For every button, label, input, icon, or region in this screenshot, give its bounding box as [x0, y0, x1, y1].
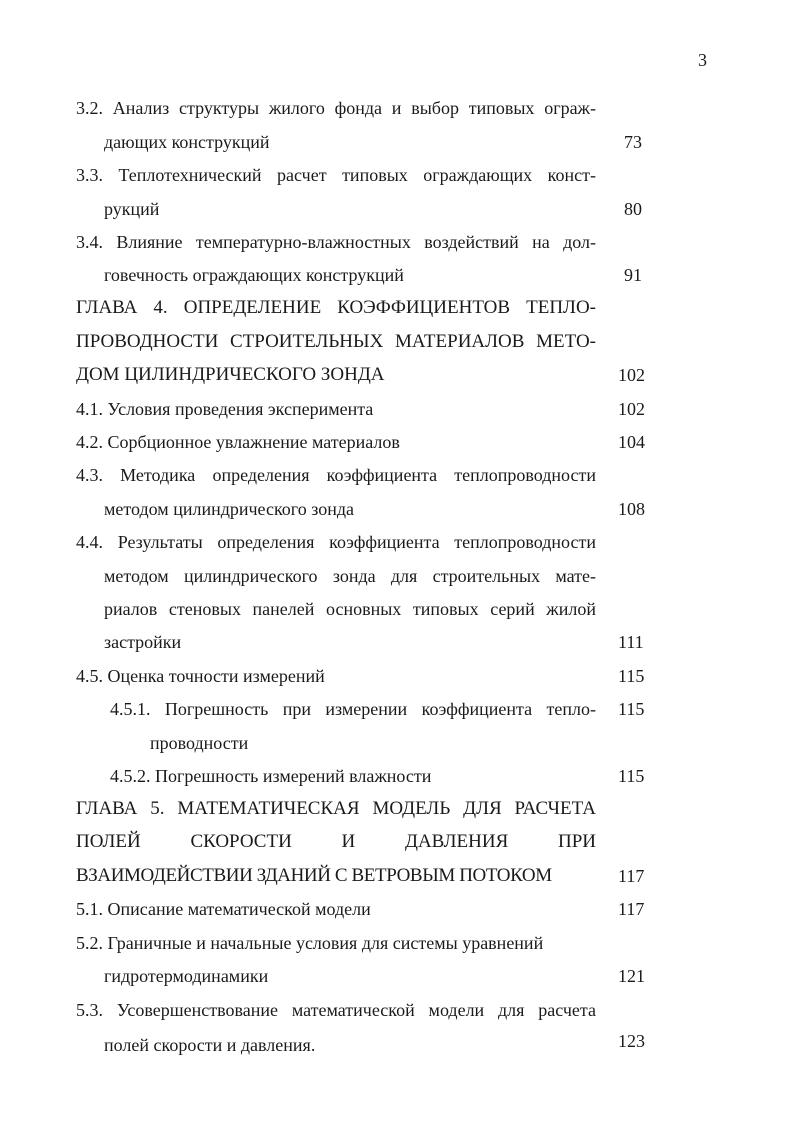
- chapter-title-line: ГЛАВА 4. ОПРЕДЕЛЕНИЕ КОЭФФИЦИЕНТОВ ТЕПЛО-: [76, 297, 596, 318]
- chapter-title-line: ПРОВОДНОСТИ СТРОИТЕЛЬНЫХ МАТЕРИАЛОВ МЕТО-: [76, 331, 596, 352]
- toc-page-number: 73: [624, 132, 642, 152]
- toc-entry-text: 4.3. Методика определения коэффициента теплопроводности: [76, 465, 596, 485]
- toc-page-number: 115: [618, 766, 645, 786]
- toc-entry-text: 4.5. Оценка точности измерений: [76, 666, 325, 686]
- toc-entry-text: методом цилиндрического зонда: [104, 499, 355, 519]
- toc-entry-text: дающих конструкций: [104, 132, 270, 152]
- toc-entry-text: методом цилиндрического зонда для строительных мате-: [104, 566, 596, 586]
- toc-page-number: 115: [618, 699, 645, 719]
- toc-entry-text: гидротермодинамики: [104, 966, 269, 986]
- toc-page-number: 117: [618, 866, 645, 886]
- chapter-title-line: ГЛАВА 5. МАТЕМАТИЧЕСКАЯ МОДЕЛЬ ДЛЯ РАСЧЕТА: [76, 798, 596, 819]
- toc-entry-text: рукций: [104, 199, 160, 219]
- chapter-title-line: ДОМ ЦИЛИНДРИЧЕСКОГО ЗОНДА: [76, 364, 385, 385]
- toc-entry-text: 5.2. Граничные и начальные условия для системы уравнений: [76, 933, 544, 953]
- toc-page-number: 108: [618, 499, 645, 519]
- toc-entry-text: 3.3. Теплотехнический расчет типовых ограждающих конст-: [76, 165, 596, 185]
- toc-entry-text: 4.5.1. Погрешность при измерении коэффициента тепло-: [110, 699, 596, 719]
- toc-entry-text: говечность ограждающих конструкций: [104, 265, 404, 285]
- toc-entry-text: проводности: [150, 733, 249, 753]
- toc-page-number: 91: [624, 265, 642, 285]
- toc-page-number: 80: [624, 199, 642, 219]
- toc-entry-text: 5.3. Усовершенствование математической модели для расчета: [76, 1000, 596, 1020]
- toc-page-number: 123: [618, 1031, 645, 1051]
- toc-entry-text: 4.1. Условия проведения эксперимента: [76, 399, 374, 419]
- chapter-title-line: ПОЛЕЙ СКОРОСТИ И ДАВЛЕНИЯ ПРИ: [76, 831, 596, 852]
- toc-page-number: 121: [618, 966, 645, 986]
- toc-entry-text: 4.2. Сорбционное увлажнение материалов: [76, 432, 400, 452]
- toc-page-number: 102: [618, 399, 645, 419]
- toc-page-number: 115: [618, 666, 645, 686]
- page-number: 3: [698, 50, 707, 70]
- toc-entry-text: полей скорости и давления.: [104, 1035, 316, 1055]
- toc-page-number: 111: [618, 632, 644, 652]
- toc-entry-text: 3.4. Влияние температурно-влажностных воздействий на дол-: [76, 232, 596, 252]
- toc-page-number: 104: [618, 432, 645, 452]
- toc-page-number: 102: [618, 365, 645, 385]
- toc-entry-text: 4.5.2. Погрешность измерений влажности: [110, 766, 432, 786]
- toc-entry-text: 3.2. Анализ структуры жилого фонда и выбор типовых ограж-: [76, 98, 596, 118]
- toc-entry-text: риалов стеновых панелей основных типовых серий жилой: [104, 599, 596, 619]
- toc-page-number: 117: [618, 899, 645, 919]
- toc-entry-text: 5.1. Описание математической модели: [76, 899, 371, 919]
- chapter-title-line: ВЗАИМОДЕЙСТВИИ ЗДАНИЙ С ВЕТРОВЫМ ПОТОКОМ: [76, 865, 552, 886]
- toc-entry-text: 4.4. Результаты определения коэффициента теплопроводности: [76, 532, 596, 552]
- toc-entry-text: застройки: [104, 632, 182, 652]
